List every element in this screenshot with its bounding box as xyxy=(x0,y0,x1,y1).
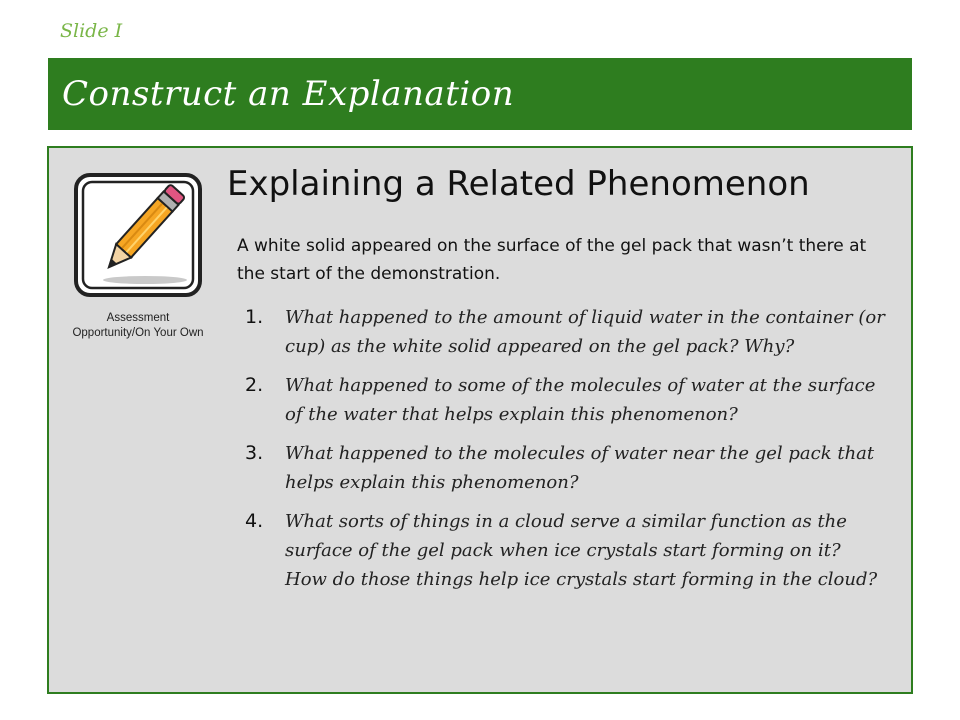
question-number: 4. xyxy=(245,510,264,532)
slide-title: Construct an Explanation xyxy=(62,74,515,114)
question-text: What happened to some of the molecules of water at the surface of the water that helps explain this phenomenon? xyxy=(285,375,876,425)
question-list xyxy=(245,303,885,604)
question-item xyxy=(245,303,885,361)
question-number: 3. xyxy=(245,442,264,464)
question-item xyxy=(245,439,885,497)
title-bar xyxy=(48,58,912,130)
question-item xyxy=(245,507,885,594)
question-item xyxy=(245,371,885,429)
question-number: 1. xyxy=(245,306,264,328)
icon-caption-line-1: Assessment xyxy=(106,312,170,324)
question-text: What happened to the amount of liquid water in the container (or cup) as the white solid appeared on the gel pack? Why? xyxy=(285,307,885,357)
icon-caption-line-2: Opportunity/On Your Own xyxy=(72,327,204,339)
pencil-icon xyxy=(73,172,203,298)
question-text: What happened to the molecules of water near the gel pack that helps explain this phenomenon? xyxy=(285,443,875,493)
intro-text: A white solid appeared on the surface of the gel pack that wasn’t there at the start of the demonstration. xyxy=(237,236,867,284)
slide-number-label: Slide I xyxy=(60,20,123,42)
section-heading: Explaining a Related Phenomenon xyxy=(227,164,810,204)
question-text: What sorts of things in a cloud serve a similar function as the surface of the gel pack when ice crystals start forming on it? How do those things help ice crystals start forming in the cloud? xyxy=(285,511,878,590)
question-number: 2. xyxy=(245,374,264,396)
content-panel xyxy=(47,146,913,694)
icon-caption xyxy=(59,311,217,341)
